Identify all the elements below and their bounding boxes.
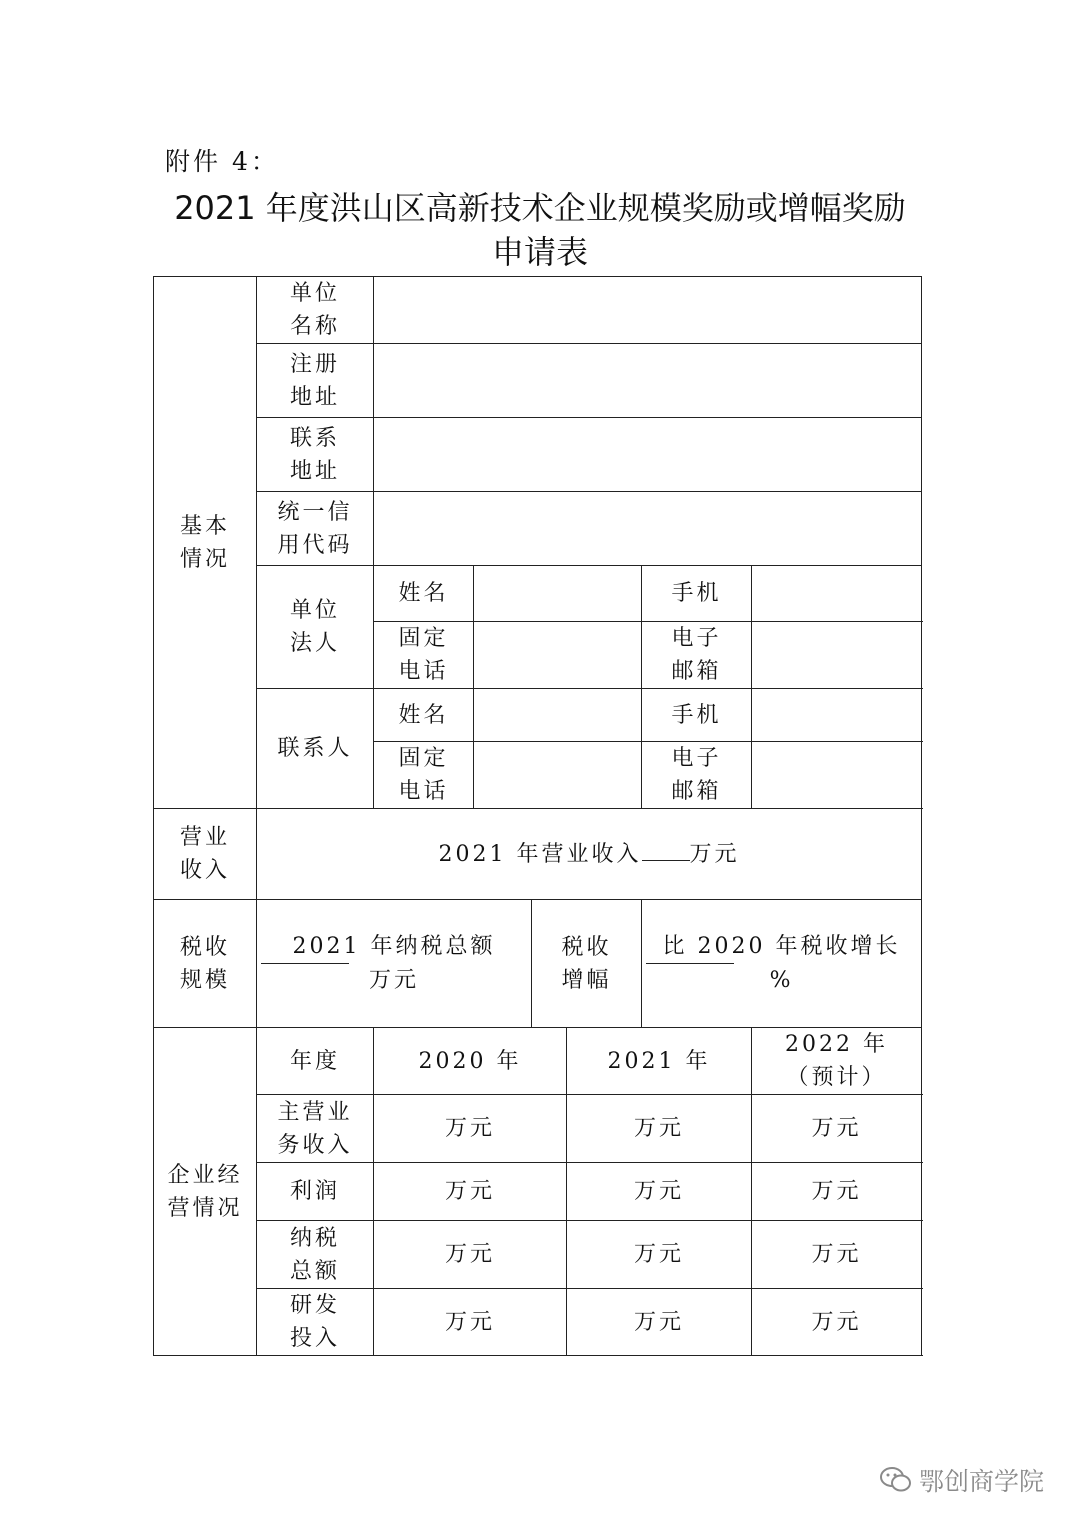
- contact-email-label: 电子 邮箱: [642, 742, 752, 809]
- total-tax-2021[interactable]: 万元: [567, 1221, 752, 1289]
- wechat-icon: [879, 1466, 913, 1494]
- year-2020-header: 2020 年: [374, 1028, 567, 1095]
- tax-growth-label: 税收 增幅: [532, 900, 642, 1028]
- year-2021-header: 2021 年: [567, 1028, 752, 1095]
- legal-mobile-label: 手机: [642, 566, 752, 622]
- total-tax-2020[interactable]: 万元: [374, 1221, 567, 1289]
- legal-phone-field[interactable]: [474, 622, 642, 689]
- title-line-2: 申请表: [491, 233, 588, 271]
- section-operations: 企业经 营情况: [154, 1028, 257, 1356]
- profit-2021[interactable]: 万元: [567, 1163, 752, 1221]
- profit-2020[interactable]: 万元: [374, 1163, 567, 1221]
- main-revenue-2022[interactable]: 万元: [752, 1095, 922, 1163]
- rd-investment-2020[interactable]: 万元: [374, 1289, 567, 1356]
- main-revenue-label: 主营业 务收入: [257, 1095, 374, 1163]
- year-2022-header: 2022 年 （预计）: [752, 1028, 922, 1095]
- contact-phone-label: 固定 电话: [374, 742, 474, 809]
- credit-code-field[interactable]: [374, 492, 922, 566]
- legal-mobile-field[interactable]: [752, 566, 922, 622]
- legal-email-field[interactable]: [752, 622, 922, 689]
- contact-email-field[interactable]: [752, 742, 922, 809]
- tax-total-field[interactable]: 2021 年纳税总额 万元: [257, 900, 532, 1028]
- section-revenue: 营业 收入: [154, 809, 257, 900]
- contact-mobile-label: 手机: [642, 689, 752, 742]
- application-form-table: [153, 276, 922, 1356]
- credit-code-label: 统一信 用代码: [257, 492, 374, 566]
- contact-mobile-field[interactable]: [752, 689, 922, 742]
- rd-investment-label: 研发 投入: [257, 1289, 374, 1356]
- main-revenue-2020[interactable]: 万元: [374, 1095, 567, 1163]
- legal-name-field[interactable]: [474, 566, 642, 622]
- registered-address-field[interactable]: [374, 344, 922, 418]
- tax-growth-field[interactable]: 比 2020 年税收增长 %: [642, 900, 922, 1028]
- attachment-label: 附件 4：: [165, 147, 279, 176]
- contact-name-field[interactable]: [474, 689, 642, 742]
- year-header: 年度: [257, 1028, 374, 1095]
- legal-phone-label: 固定 电话: [374, 622, 474, 689]
- total-tax-2022[interactable]: 万元: [752, 1221, 922, 1289]
- wechat-watermark: [879, 1462, 1044, 1498]
- revenue-blank[interactable]: [642, 860, 690, 861]
- unit-name-field[interactable]: [374, 277, 922, 344]
- contact-person-label: 联系人: [257, 689, 374, 809]
- profit-label: 利润: [257, 1163, 374, 1221]
- total-tax-label: 纳税 总额: [257, 1221, 374, 1289]
- title-line-1: 2021 年度洪山区高新技术企业规模奖励或增幅奖励: [174, 189, 906, 227]
- legal-email-label: 电子 邮箱: [642, 622, 752, 689]
- section-basic-info: 基本 情况: [154, 277, 257, 809]
- document-title: [0, 186, 1080, 274]
- legal-name-label: 姓名: [374, 566, 474, 622]
- profit-2022[interactable]: 万元: [752, 1163, 922, 1221]
- contact-name-label: 姓名: [374, 689, 474, 742]
- rd-investment-2022[interactable]: 万元: [752, 1289, 922, 1356]
- rd-investment-2021[interactable]: 万元: [567, 1289, 752, 1356]
- unit-name-label: 单位 名称: [257, 277, 374, 344]
- contact-address-field[interactable]: [374, 418, 922, 492]
- contact-address-label: 联系 地址: [257, 418, 374, 492]
- watermark-text: 鄂创商学院: [918, 1467, 1044, 1496]
- registered-address-label: 注册 地址: [257, 344, 374, 418]
- main-revenue-2021[interactable]: 万元: [567, 1095, 752, 1163]
- revenue-field[interactable]: 2021 年营业收入 万元: [257, 809, 922, 900]
- section-tax: 税收 规模: [154, 900, 257, 1028]
- legal-person-label: 单位 法人: [257, 566, 374, 689]
- contact-phone-field[interactable]: [474, 742, 642, 809]
